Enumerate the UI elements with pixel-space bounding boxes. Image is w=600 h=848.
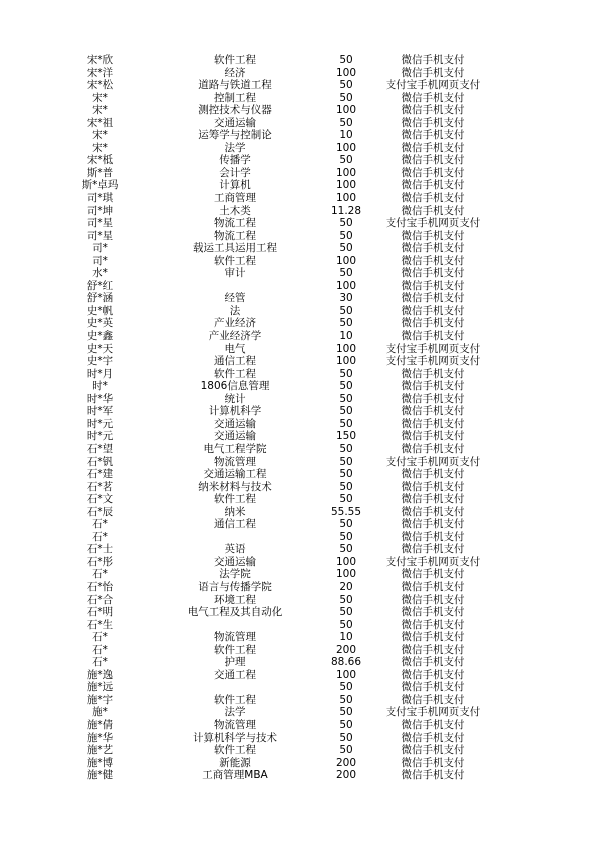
payment-method-cell: 微信手机支付 bbox=[401, 769, 465, 782]
table-row bbox=[0, 769, 600, 782]
payment-method-cell: 微信手机支付 bbox=[401, 618, 465, 631]
table-row bbox=[0, 192, 600, 205]
payment-method-cell: 微信手机支付 bbox=[401, 179, 465, 192]
amount-cell: 50 bbox=[339, 116, 353, 129]
major-cell: 物流管理 bbox=[214, 455, 256, 468]
amount-cell: 50 bbox=[339, 468, 353, 481]
donor-name-cell: 时*月 bbox=[86, 367, 114, 380]
major-cell: 会计学 bbox=[219, 166, 251, 179]
table-row bbox=[0, 556, 600, 569]
table-row bbox=[0, 744, 600, 757]
donor-name-cell: 施*逸 bbox=[86, 668, 114, 681]
major-cell: 通信工程 bbox=[214, 355, 256, 368]
major-cell: 传播学 bbox=[219, 154, 251, 167]
amount-cell: 100 bbox=[335, 254, 357, 267]
table-row bbox=[0, 619, 600, 632]
table-row bbox=[0, 631, 600, 644]
amount-cell: 50 bbox=[339, 530, 353, 543]
major-cell: 法学院 bbox=[219, 568, 251, 581]
major-cell: 工商管理MBA bbox=[202, 769, 268, 782]
amount-cell: 100 bbox=[335, 141, 357, 154]
payment-method-cell: 微信手机支付 bbox=[401, 681, 465, 694]
major-cell: 语言与传播学院 bbox=[198, 580, 272, 593]
amount-cell: 10 bbox=[339, 631, 353, 644]
table-row bbox=[0, 167, 600, 180]
amount-cell: 50 bbox=[339, 618, 353, 631]
amount-cell: 50 bbox=[339, 455, 353, 468]
payment-method-cell: 微信手机支付 bbox=[401, 568, 465, 581]
payment-method-cell: 支付宝手机网页支付 bbox=[385, 355, 481, 368]
payment-method-cell: 微信手机支付 bbox=[401, 756, 465, 769]
donor-name-cell: 施*健 bbox=[86, 769, 114, 782]
major-cell: 经济 bbox=[224, 66, 246, 79]
table-row bbox=[0, 67, 600, 80]
payment-method-cell: 微信手机支付 bbox=[401, 442, 465, 455]
table-row bbox=[0, 129, 600, 142]
payment-method-cell: 微信手机支付 bbox=[401, 254, 465, 267]
donor-name-cell: 石*望 bbox=[86, 442, 114, 455]
table-row bbox=[0, 54, 600, 67]
payment-method-cell: 支付宝手机网页支付 bbox=[385, 342, 481, 355]
amount-cell: 100 bbox=[335, 568, 357, 581]
major-cell bbox=[160, 531, 310, 544]
amount-cell: 100 bbox=[335, 192, 357, 205]
major-cell: 纳米 bbox=[224, 505, 246, 518]
amount-cell: 50 bbox=[339, 317, 353, 330]
donor-name-cell: 宋*祖 bbox=[86, 116, 114, 129]
major-cell: 纳米材料与技术 bbox=[198, 480, 272, 493]
payment-method-cell: 微信手机支付 bbox=[401, 242, 465, 255]
amount-cell: 50 bbox=[339, 380, 353, 393]
amount-cell: 50 bbox=[339, 392, 353, 405]
major-cell bbox=[160, 619, 310, 632]
donor-name-cell: 斯*卓玛 bbox=[81, 179, 119, 192]
donor-name-cell: 石* bbox=[92, 656, 108, 669]
major-cell: 法学 bbox=[224, 706, 246, 719]
major-cell: 英语 bbox=[224, 543, 246, 556]
amount-cell: 50 bbox=[339, 154, 353, 167]
donor-name-cell: 宋* bbox=[92, 104, 108, 117]
table-row bbox=[0, 456, 600, 469]
major-cell: 交通运输 bbox=[214, 116, 256, 129]
table-row bbox=[0, 706, 600, 719]
donor-name-cell: 史*英 bbox=[86, 317, 114, 330]
payment-method-cell: 微信手机支付 bbox=[401, 580, 465, 593]
payment-method-cell: 微信手机支付 bbox=[401, 668, 465, 681]
donor-name-cell: 史*鑫 bbox=[86, 330, 114, 343]
amount-cell: 100 bbox=[335, 166, 357, 179]
table-row bbox=[0, 242, 600, 255]
amount-cell: 200 bbox=[335, 643, 357, 656]
amount-cell: 50 bbox=[339, 693, 353, 706]
major-cell: 交通运输工程 bbox=[203, 468, 267, 481]
donor-name-cell: 施* bbox=[92, 706, 108, 719]
payment-method-cell: 微信手机支付 bbox=[401, 104, 465, 117]
table-row bbox=[0, 380, 600, 393]
payment-method-cell: 微信手机支付 bbox=[401, 154, 465, 167]
amount-cell: 50 bbox=[339, 91, 353, 104]
major-cell: 产业经济学 bbox=[208, 330, 262, 343]
table-row bbox=[0, 506, 600, 519]
table-row bbox=[0, 681, 600, 694]
table-row bbox=[0, 217, 600, 230]
major-cell: 产业经济 bbox=[214, 317, 256, 330]
table-row bbox=[0, 393, 600, 406]
amount-cell: 50 bbox=[339, 518, 353, 531]
donor-name-cell: 石* bbox=[92, 530, 108, 543]
major-cell: 计算机科学 bbox=[208, 405, 262, 418]
amount-cell: 100 bbox=[335, 555, 357, 568]
donor-name-cell: 时*华 bbox=[86, 392, 114, 405]
amount-cell: 50 bbox=[339, 718, 353, 731]
donation-table bbox=[0, 54, 600, 782]
donor-name-cell: 舒*涵 bbox=[86, 292, 114, 305]
amount-cell: 50 bbox=[339, 706, 353, 719]
major-cell: 统计 bbox=[224, 392, 246, 405]
major-cell: 物流管理 bbox=[214, 631, 256, 644]
table-row bbox=[0, 669, 600, 682]
payment-method-cell: 微信手机支付 bbox=[401, 417, 465, 430]
major-cell: 物流管理 bbox=[214, 718, 256, 731]
payment-method-cell: 微信手机支付 bbox=[401, 166, 465, 179]
major-cell: 物流工程 bbox=[214, 217, 256, 230]
payment-method-cell: 微信手机支付 bbox=[401, 731, 465, 744]
table-row bbox=[0, 443, 600, 456]
donor-name-cell: 史*宇 bbox=[86, 355, 114, 368]
amount-cell: 50 bbox=[339, 217, 353, 230]
payment-method-cell: 微信手机支付 bbox=[401, 330, 465, 343]
amount-cell: 50 bbox=[339, 744, 353, 757]
donor-name-cell: 宋*欣 bbox=[86, 54, 114, 66]
amount-cell: 100 bbox=[335, 342, 357, 355]
table-row bbox=[0, 656, 600, 669]
major-cell: 交通运输 bbox=[214, 555, 256, 568]
amount-cell: 50 bbox=[339, 79, 353, 92]
major-cell: 交通工程 bbox=[214, 668, 256, 681]
major-cell: 运筹学与控制论 bbox=[198, 129, 272, 142]
amount-cell: 50 bbox=[339, 304, 353, 317]
payment-method-cell: 微信手机支付 bbox=[401, 304, 465, 317]
table-row bbox=[0, 330, 600, 343]
major-cell: 法 bbox=[229, 304, 241, 317]
donor-name-cell: 司*星 bbox=[86, 229, 114, 242]
major-cell: 电气工程学院 bbox=[203, 442, 267, 455]
payment-method-cell: 支付宝手机网页支付 bbox=[385, 217, 481, 230]
donor-name-cell: 石*怡 bbox=[86, 580, 114, 593]
table-row bbox=[0, 531, 600, 544]
table-row bbox=[0, 205, 600, 218]
table-row bbox=[0, 543, 600, 556]
amount-cell: 50 bbox=[339, 417, 353, 430]
donor-name-cell: 石*生 bbox=[86, 618, 114, 631]
donor-name-cell: 石*茗 bbox=[86, 480, 114, 493]
donor-name-cell: 舒*红 bbox=[86, 279, 114, 292]
payment-method-cell: 微信手机支付 bbox=[401, 229, 465, 242]
major-cell: 道路与铁道工程 bbox=[198, 79, 272, 92]
payment-method-cell: 微信手机支付 bbox=[401, 279, 465, 292]
major-cell: 软件工程 bbox=[214, 744, 256, 757]
major-cell: 物流工程 bbox=[214, 229, 256, 242]
table-row bbox=[0, 255, 600, 268]
major-cell: 土木类 bbox=[219, 204, 251, 217]
table-row bbox=[0, 230, 600, 243]
table-row bbox=[0, 292, 600, 305]
major-cell: 审计 bbox=[224, 267, 246, 280]
donor-name-cell: 司*坤 bbox=[86, 204, 114, 217]
major-cell: 电气 bbox=[224, 342, 246, 355]
payment-method-cell: 微信手机支付 bbox=[401, 380, 465, 393]
donor-name-cell: 石* bbox=[92, 643, 108, 656]
payment-method-cell: 微信手机支付 bbox=[401, 192, 465, 205]
donor-name-cell: 石*士 bbox=[86, 543, 114, 556]
payment-method-cell: 支付宝手机网页支付 bbox=[385, 555, 481, 568]
table-row bbox=[0, 104, 600, 117]
payment-method-cell: 微信手机支付 bbox=[401, 718, 465, 731]
amount-cell: 100 bbox=[335, 104, 357, 117]
donor-name-cell: 时*元 bbox=[86, 430, 114, 443]
donor-name-cell: 石*钒 bbox=[86, 455, 114, 468]
payment-method-cell: 微信手机支付 bbox=[401, 505, 465, 518]
major-cell: 测控技术与仪器 bbox=[198, 104, 272, 117]
table-row bbox=[0, 368, 600, 381]
donor-name-cell: 石*彤 bbox=[86, 555, 114, 568]
major-cell bbox=[160, 681, 310, 694]
donor-name-cell: 施*倩 bbox=[86, 718, 114, 731]
amount-cell: 10 bbox=[339, 129, 353, 142]
table-row bbox=[0, 757, 600, 770]
donor-name-cell: 石* bbox=[92, 518, 108, 531]
table-row bbox=[0, 719, 600, 732]
payment-method-cell: 微信手机支付 bbox=[401, 493, 465, 506]
amount-cell: 55.55 bbox=[330, 505, 362, 518]
payment-method-cell: 微信手机支付 bbox=[401, 518, 465, 531]
payment-method-cell: 支付宝手机网页支付 bbox=[385, 455, 481, 468]
major-cell: 计算机 bbox=[219, 179, 251, 192]
amount-cell: 100 bbox=[335, 279, 357, 292]
amount-cell: 50 bbox=[339, 480, 353, 493]
payment-method-cell: 微信手机支付 bbox=[401, 480, 465, 493]
table-row bbox=[0, 694, 600, 707]
table-row bbox=[0, 355, 600, 368]
table-row bbox=[0, 343, 600, 356]
donor-name-cell: 时*军 bbox=[86, 405, 114, 418]
donor-name-cell: 水* bbox=[92, 267, 108, 280]
donor-name-cell: 宋*洋 bbox=[86, 66, 114, 79]
donor-name-cell: 施*宇 bbox=[86, 693, 114, 706]
major-cell: 交通运输 bbox=[214, 417, 256, 430]
donor-name-cell: 施*远 bbox=[86, 681, 114, 694]
payment-method-cell: 微信手机支付 bbox=[401, 643, 465, 656]
payment-method-cell: 微信手机支付 bbox=[401, 468, 465, 481]
donor-name-cell: 石*合 bbox=[86, 593, 114, 606]
major-cell: 通信工程 bbox=[214, 518, 256, 531]
major-cell: 软件工程 bbox=[214, 693, 256, 706]
payment-method-cell: 微信手机支付 bbox=[401, 656, 465, 669]
table-row bbox=[0, 518, 600, 531]
donor-name-cell: 石* bbox=[92, 631, 108, 644]
donor-name-cell: 石* bbox=[92, 568, 108, 581]
major-cell bbox=[160, 280, 310, 293]
amount-cell: 50 bbox=[339, 229, 353, 242]
table-row bbox=[0, 568, 600, 581]
amount-cell: 50 bbox=[339, 731, 353, 744]
amount-cell: 20 bbox=[339, 580, 353, 593]
donor-name-cell: 石*辰 bbox=[86, 505, 114, 518]
amount-cell: 30 bbox=[339, 292, 353, 305]
amount-cell: 50 bbox=[339, 493, 353, 506]
amount-cell: 50 bbox=[339, 54, 353, 66]
major-cell: 新能源 bbox=[219, 756, 251, 769]
payment-method-cell: 微信手机支付 bbox=[401, 267, 465, 280]
major-cell: 软件工程 bbox=[214, 54, 256, 66]
donor-name-cell: 史*帆 bbox=[86, 304, 114, 317]
donor-name-cell: 司* bbox=[92, 242, 108, 255]
major-cell: 载运工具运用工程 bbox=[193, 242, 277, 255]
table-row bbox=[0, 267, 600, 280]
major-cell: 交通运输 bbox=[214, 430, 256, 443]
table-row bbox=[0, 179, 600, 192]
table-row bbox=[0, 305, 600, 318]
table-row bbox=[0, 581, 600, 594]
donor-name-cell: 施*艺 bbox=[86, 744, 114, 757]
amount-cell: 150 bbox=[335, 430, 357, 443]
major-cell: 软件工程 bbox=[214, 643, 256, 656]
donor-name-cell: 石*明 bbox=[86, 606, 114, 619]
major-cell: 环境工程 bbox=[214, 593, 256, 606]
table-row bbox=[0, 493, 600, 506]
major-cell: 工商管理 bbox=[214, 192, 256, 205]
payment-method-cell: 微信手机支付 bbox=[401, 530, 465, 543]
payment-method-cell: 微信手机支付 bbox=[401, 129, 465, 142]
major-cell: 护理 bbox=[224, 656, 246, 669]
donor-name-cell: 司* bbox=[92, 254, 108, 267]
amount-cell: 50 bbox=[339, 367, 353, 380]
payment-method-cell: 微信手机支付 bbox=[401, 292, 465, 305]
table-row bbox=[0, 468, 600, 481]
payment-method-cell: 微信手机支付 bbox=[401, 693, 465, 706]
table-row bbox=[0, 117, 600, 130]
major-cell: 1806信息管理 bbox=[200, 380, 270, 393]
major-cell: 软件工程 bbox=[214, 493, 256, 506]
payment-method-cell: 微信手机支付 bbox=[401, 116, 465, 129]
payment-method-cell: 微信手机支付 bbox=[401, 543, 465, 556]
payment-method-cell: 微信手机支付 bbox=[401, 367, 465, 380]
table-row bbox=[0, 606, 600, 619]
payment-method-cell: 微信手机支付 bbox=[401, 392, 465, 405]
payment-method-cell: 微信手机支付 bbox=[401, 317, 465, 330]
donor-name-cell: 司*星 bbox=[86, 217, 114, 230]
donor-name-cell: 时* bbox=[92, 380, 108, 393]
amount-cell: 50 bbox=[339, 405, 353, 418]
major-cell: 软件工程 bbox=[214, 367, 256, 380]
major-cell: 电气工程及其自动化 bbox=[187, 606, 283, 619]
donor-name-cell: 施*博 bbox=[86, 756, 114, 769]
payment-method-cell: 微信手机支付 bbox=[401, 744, 465, 757]
donor-name-cell: 石*建 bbox=[86, 468, 114, 481]
payment-method-cell: 支付宝手机网页支付 bbox=[385, 706, 481, 719]
payment-method-cell: 微信手机支付 bbox=[401, 54, 465, 66]
payment-method-cell: 支付宝手机网页支付 bbox=[385, 79, 481, 92]
payment-method-cell: 微信手机支付 bbox=[401, 204, 465, 217]
table-row bbox=[0, 594, 600, 607]
table-row bbox=[0, 280, 600, 293]
donor-name-cell: 石*文 bbox=[86, 493, 114, 506]
payment-method-cell: 微信手机支付 bbox=[401, 141, 465, 154]
table-row bbox=[0, 430, 600, 443]
payment-method-cell: 微信手机支付 bbox=[401, 430, 465, 443]
table-row bbox=[0, 92, 600, 105]
donor-name-cell: 宋* bbox=[92, 129, 108, 142]
amount-cell: 50 bbox=[339, 242, 353, 255]
table-row bbox=[0, 317, 600, 330]
table-row bbox=[0, 732, 600, 745]
table-row bbox=[0, 644, 600, 657]
amount-cell: 200 bbox=[335, 769, 357, 782]
amount-cell: 88.66 bbox=[330, 656, 362, 669]
donor-name-cell: 时*元 bbox=[86, 417, 114, 430]
table-row bbox=[0, 142, 600, 155]
amount-cell: 50 bbox=[339, 267, 353, 280]
major-cell: 法学 bbox=[224, 141, 246, 154]
amount-cell: 100 bbox=[335, 668, 357, 681]
major-cell: 软件工程 bbox=[214, 254, 256, 267]
donor-name-cell: 斯*普 bbox=[86, 166, 114, 179]
payment-method-cell: 微信手机支付 bbox=[401, 91, 465, 104]
table-row bbox=[0, 154, 600, 167]
major-cell: 控制工程 bbox=[214, 91, 256, 104]
payment-method-cell: 微信手机支付 bbox=[401, 606, 465, 619]
table-row bbox=[0, 79, 600, 92]
amount-cell: 50 bbox=[339, 606, 353, 619]
payment-method-cell: 微信手机支付 bbox=[401, 66, 465, 79]
donor-name-cell: 宋*柢 bbox=[86, 154, 114, 167]
table-row bbox=[0, 418, 600, 431]
amount-cell: 50 bbox=[339, 543, 353, 556]
amount-cell: 50 bbox=[339, 681, 353, 694]
amount-cell: 200 bbox=[335, 756, 357, 769]
donor-name-cell: 史*天 bbox=[86, 342, 114, 355]
payment-method-cell: 微信手机支付 bbox=[401, 631, 465, 644]
table-row bbox=[0, 405, 600, 418]
amount-cell: 100 bbox=[335, 179, 357, 192]
amount-cell: 11.28 bbox=[330, 204, 362, 217]
amount-cell: 10 bbox=[339, 330, 353, 343]
donor-name-cell: 宋* bbox=[92, 141, 108, 154]
major-cell: 经管 bbox=[224, 292, 246, 305]
table-row bbox=[0, 481, 600, 494]
amount-cell: 50 bbox=[339, 593, 353, 606]
donor-name-cell: 宋* bbox=[92, 91, 108, 104]
donor-name-cell: 司*琪 bbox=[86, 192, 114, 205]
payment-method-cell: 微信手机支付 bbox=[401, 593, 465, 606]
payment-method-cell: 微信手机支付 bbox=[401, 405, 465, 418]
major-cell: 计算机科学与技术 bbox=[193, 731, 277, 744]
amount-cell: 50 bbox=[339, 442, 353, 455]
donor-name-cell: 宋*松 bbox=[86, 79, 114, 92]
amount-cell: 100 bbox=[335, 355, 357, 368]
amount-cell: 100 bbox=[335, 66, 357, 79]
donor-name-cell: 施*华 bbox=[86, 731, 114, 744]
